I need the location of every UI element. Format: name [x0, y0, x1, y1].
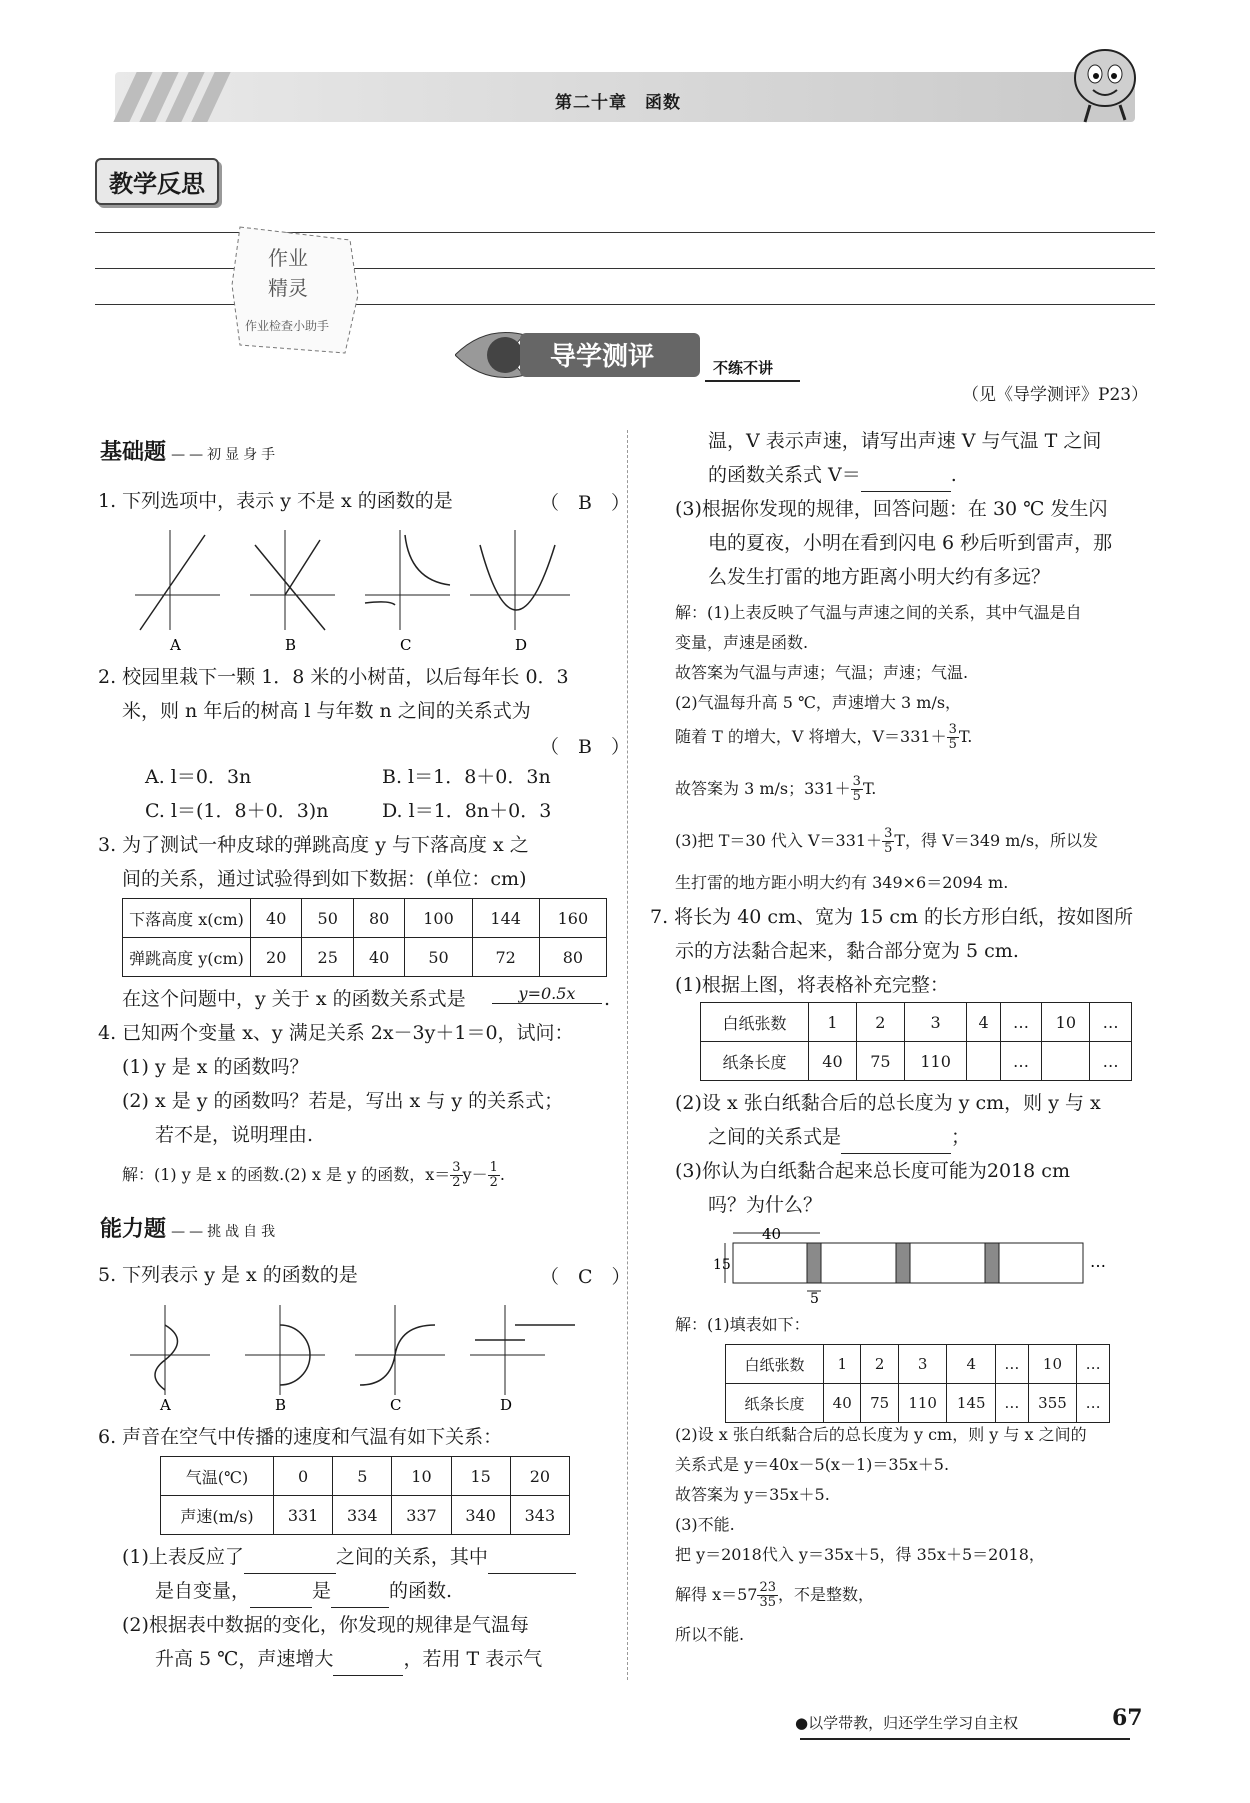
q7-part3a: (3)你认为白纸黏合起来总长度可能为2018 cm — [675, 1160, 1070, 1182]
q6-table — [160, 1456, 570, 1535]
banner-subtitle: 不练不讲 — [713, 359, 774, 377]
table-row: 声速(m/s) 331 334 337 340 343 — [161, 1496, 570, 1535]
table-row: 白纸张数 1 2 3 4 … 10 … — [726, 1345, 1110, 1384]
q1-graph-d — [470, 530, 570, 630]
reference-note: （见《导学测评》P23） — [962, 385, 1149, 405]
q6-sol-2: 变量，声速是函数. — [675, 633, 809, 652]
table-row: 气温(℃) 0 5 10 15 20 — [161, 1457, 570, 1496]
section-ability-title: 能力题 — [100, 1217, 167, 1242]
banner-title: 导学测评 — [550, 342, 655, 372]
q7-line2: 示的方法黏合起来，黏合部分宽为 5 cm. — [675, 940, 1019, 962]
footer-slogan: ●以学带教，归还学生学习自主权 — [795, 1714, 1019, 1732]
q7-part1: (1)根据上图，将表格补充完整： — [675, 974, 949, 996]
q6-cont-line2: 的函数关系式 V＝ . — [708, 458, 957, 492]
table-row: 下落高度 x(cm) 40 50 80 100 144 160 — [123, 899, 607, 938]
stamp-text-3: 作业检查小助手 — [245, 319, 330, 333]
q4-part2: (2) x 是 y 的函数吗？若是，写出 x 与 y 的关系式； — [122, 1090, 564, 1112]
table-row: 纸条长度 40 75 110 … … — [701, 1042, 1132, 1081]
q7-sol-7: 解得 x＝57 $\frac{23}{35}$ ，不是整数， — [675, 1580, 875, 1610]
q5-graphs — [125, 1300, 585, 1415]
q1-graph-a — [135, 530, 220, 630]
section-basic-subtitle: ——初显身手 — [171, 447, 280, 463]
q6-part3a: (3)根据你发现的规律，回答问题：在 30 ℃ 发生闪 — [675, 498, 1108, 520]
q5-graph-a — [130, 1305, 210, 1395]
q5-graph-d — [470, 1305, 575, 1395]
q7-sol-5: (3)不能. — [675, 1515, 735, 1534]
q4-line1: 4. 已知两个变量 x、y 满足关系 2x－3y＋1＝0，试问： — [98, 1022, 574, 1044]
stamp-text-2: 精灵 — [268, 276, 308, 300]
q1-label-a: A — [170, 636, 181, 654]
q7-sol-4: 故答案为 y＝35x＋5. — [675, 1485, 830, 1504]
q7-part2b: 之间的关系式是 ； — [708, 1120, 970, 1154]
q6-line1: 6. 声音在空气中传播的速度和气温有如下关系： — [98, 1426, 503, 1448]
q5-label-b: B — [275, 1396, 287, 1414]
q5-label-c: C — [390, 1396, 402, 1414]
table-row: 弹跳高度 y(cm) 20 25 40 50 72 80 — [123, 938, 607, 977]
q2-answer: （ B ） — [540, 736, 630, 758]
section-ability-heading — [100, 1212, 279, 1243]
q5-answer: （ C ） — [540, 1266, 631, 1288]
q6-cont-line1: 温，V 表示声速，请写出声速 V 与气温 T 之间 — [708, 430, 1102, 452]
chapter-title: 第二十章 函数 — [555, 93, 681, 113]
fig-ellipsis: … — [1090, 1252, 1106, 1271]
q6-sol-3: 故答案为气温与声速；气温；声速；气温. — [675, 663, 969, 682]
q2-line2: 米，则 n 年后的树高 l 与年数 n 之间的关系式为 — [122, 700, 531, 722]
q7-sol-1: 解：(1)填表如下： — [675, 1315, 810, 1334]
q4-part2b: 若不是，说明理由. — [155, 1124, 314, 1146]
q6-sol-7: (3)把 T＝30 代入 V＝331＋ $\frac{3}{5}$ T，得 V＝349 m/s，所以发 — [675, 826, 1099, 856]
q1-label-b: B — [285, 636, 297, 654]
q6-sol-5: 随着 T 的增大，V 将增大，V＝331＋ $\frac{3}{5}$ T. — [675, 722, 973, 752]
q7-sol-6: 把 y＝2018代入 y＝35x＋5，得 35x＋5＝2018， — [675, 1545, 1045, 1564]
footer-line — [800, 1738, 1130, 1740]
table-row: 白纸张数 1 2 3 4 … 10 … — [701, 1003, 1132, 1042]
teaching-reflection-badge: 教学反思 — [95, 158, 219, 205]
q7-table-filled — [725, 1344, 1110, 1423]
stamp-text-1: 作业 — [268, 246, 308, 270]
q6-part2: (2)根据表中数据的变化，你发现的规律是气温每 — [122, 1614, 529, 1636]
q7-sol-8: 所以不能. — [675, 1625, 745, 1644]
fig-height-label: 15 — [713, 1257, 731, 1273]
q5-graph-c — [355, 1305, 445, 1395]
q6-part1: (1)上表反应了 之间的关系，其中 — [122, 1540, 576, 1574]
q6-part2b: 升高 5 ℃，声速增大 ，若用 T 表示气 — [155, 1642, 542, 1676]
q7-paper-figure — [710, 1225, 1110, 1305]
q6-part3c: 么发生打雷的地方距离小明大约有多远？ — [708, 566, 1051, 588]
q3-line1: 3. 为了测试一种皮球的弹跳高度 y 与下落高度 x 之 — [98, 834, 529, 856]
q3-table — [122, 898, 607, 977]
q4-part1: (1) y 是 x 的函数吗？ — [122, 1056, 309, 1078]
column-divider — [627, 430, 628, 1680]
q2-line1: 2. 校园里栽下一颗 1．8 米的小树苗，以后每年长 0．3 — [98, 666, 569, 688]
q7-sol-3: 关系式是 y＝40x－5(x－1)＝35x＋5. — [675, 1455, 950, 1474]
q1-graphs — [125, 525, 585, 655]
q5-graph-b — [245, 1305, 325, 1395]
q3-after: 在这个问题中，y 关于 x 的函数关系式是 — [122, 988, 466, 1010]
section-basic-heading — [100, 435, 279, 466]
mascot-icon — [1065, 40, 1145, 125]
q1-label-c: C — [400, 636, 412, 654]
q7-part3b: 吗？为什么？ — [708, 1194, 823, 1216]
q7-line1: 7. 将长为 40 cm、宽为 15 cm 的长方形白纸，按如图所 — [650, 906, 1134, 928]
q6-sol-1: 解：(1)上表反映了气温与声速之间的关系，其中气温是自 — [675, 603, 1082, 622]
guided-test-banner — [455, 325, 805, 385]
q1-answer: （ B ） — [540, 492, 630, 514]
q2-option-b: B. l＝1．8＋0．3n — [382, 766, 551, 788]
q2-option-a: A. l＝0．3n — [145, 766, 252, 788]
q7-sol-2: (2)设 x 张白纸黏合后的总长度为 y cm，则 y 与 x 之间的 — [675, 1425, 1087, 1444]
q6-sol-4: (2)气温每升高 5 ℃，声速增大 3 m/s， — [675, 693, 962, 712]
fig-width-label: 40 — [762, 1225, 782, 1243]
q7-table-blank — [700, 1002, 1132, 1081]
q6-part3b: 电的夏夜，小明在看到闪电 6 秒后听到雷声，那 — [708, 532, 1113, 554]
q6-sol-8: 生打雷的地方距小明大约有 349×6＝2094 m. — [675, 873, 1009, 892]
q5-label-a: A — [160, 1396, 171, 1414]
q2-option-d: D. l＝1．8n＋0．3 — [382, 800, 552, 822]
q2-option-c: C. l＝(1．8＋0．3)n — [145, 800, 329, 822]
q3-line2: 间的关系，通过试验得到如下数据：(单位：cm) — [122, 868, 527, 890]
q3-fill: y=0.5x — [492, 984, 602, 1004]
q1-graph-b — [250, 530, 335, 630]
section-ability-subtitle: ——挑战自我 — [171, 1224, 280, 1240]
q1-graph-c — [365, 530, 450, 630]
q4-solution: 解：(1) y 是 x 的函数.(2) x 是 y 的函数，x＝ $\frac{3}{2}$ y－ $\frac{1}{2}$ . — [122, 1160, 505, 1190]
q6-part1b: 是自变量， 是 的函数. — [155, 1574, 452, 1608]
homework-stamp — [230, 225, 360, 355]
q1-label-d: D — [515, 636, 528, 654]
q7-part2a: (2)设 x 张白纸黏合后的总长度为 y cm，则 y 与 x — [675, 1092, 1101, 1114]
fig-overlap-label: 5 — [810, 1291, 819, 1305]
table-row: 纸条长度 40 75 110 145 … 355 … — [726, 1384, 1110, 1423]
q5-label-d: D — [500, 1396, 513, 1414]
q6-sol-6: 故答案为 3 m/s；331＋ $\frac{3}{5}$ T. — [675, 774, 877, 804]
q1-text: 1. 下列选项中，表示 y 不是 x 的函数的是 — [98, 490, 453, 512]
page-number: 67 — [1112, 1705, 1143, 1731]
section-basic-title: 基础题 — [100, 440, 167, 465]
q5-text: 5. 下列表示 y 是 x 的函数的是 — [98, 1264, 358, 1286]
